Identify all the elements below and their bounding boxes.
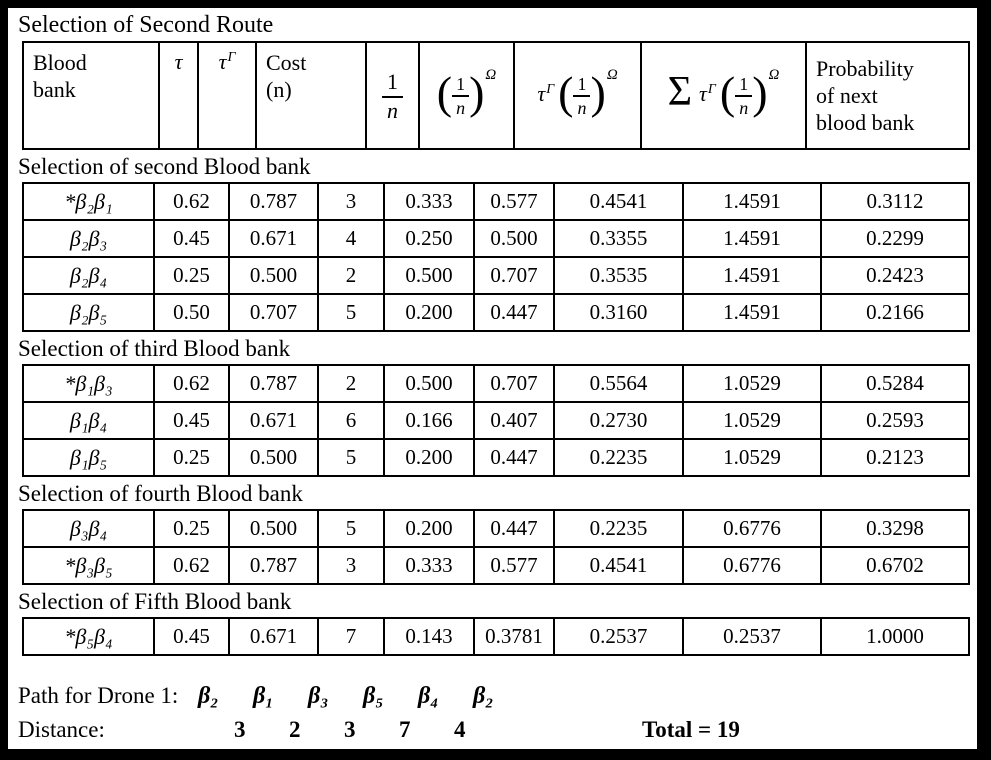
parenthesized-fraction-power-omega [719, 66, 780, 118]
cell-tau-gamma: 0.671 [229, 402, 318, 439]
cell-probability: 0.2123 [821, 439, 969, 476]
fraction-denominator: n [739, 98, 749, 118]
header-line: Blood [33, 50, 87, 75]
table-row [23, 220, 969, 257]
section-table [22, 617, 970, 656]
table-row [23, 183, 969, 220]
cell-tau-gamma: 0.787 [229, 547, 318, 584]
cell-inv-n-omega: 0.447 [474, 294, 554, 331]
parenthesized-fraction-power-omega [558, 66, 618, 118]
cell-tau-gamma: 0.671 [229, 618, 318, 655]
cell-inv-n-omega: 0.707 [474, 365, 554, 402]
route-summary [18, 680, 977, 748]
tau-symbol: τ [174, 49, 183, 74]
cell-tau-gamma-times-inv-n-omega: 0.3535 [554, 257, 683, 294]
distance-value: 4 [454, 717, 466, 742]
col-header-blood-bank [23, 42, 159, 149]
omega-superscript: Ω [485, 66, 497, 83]
cell-inv-n: 0.333 [384, 183, 474, 220]
table-row [23, 439, 969, 476]
table-row [23, 618, 969, 655]
distance-label: Distance: [18, 717, 105, 742]
cell-tau: 0.45 [154, 220, 229, 257]
cell-cost: 5 [318, 439, 384, 476]
cell-tau: 0.45 [154, 402, 229, 439]
cell-cost: 2 [318, 257, 384, 294]
header-row [23, 42, 969, 149]
distance-values [234, 717, 509, 742]
cell-tau-gamma-times-inv-n-omega: 0.5564 [554, 365, 683, 402]
cell-tau: 0.50 [154, 294, 229, 331]
header-line: of next [816, 83, 878, 108]
section-label: Selection of fourth Blood bank [18, 481, 303, 506]
col-header-inv-n [366, 42, 419, 149]
tau-gamma-term [537, 81, 554, 106]
cell-probability: 0.2593 [821, 402, 969, 439]
cell-probability: 0.3112 [821, 183, 969, 220]
parenthesized-fraction-power-omega [436, 66, 497, 118]
figure-title: Selection of Second Route [18, 12, 274, 38]
fraction-denominator: n [577, 98, 587, 118]
header-line: (n) [266, 77, 292, 102]
cell-tau-gamma-times-inv-n-omega: 0.2235 [554, 439, 683, 476]
gamma-superscript: Γ [707, 81, 716, 97]
cell-inv-n-omega: 0.447 [474, 510, 554, 547]
cell-tau-gamma: 0.671 [229, 220, 318, 257]
cell-tau: 0.25 [154, 510, 229, 547]
col-header-cost [256, 42, 366, 149]
cell-blood-bank: β₂β₃ [23, 220, 154, 257]
cell-blood-bank: *β₅β₄ [23, 618, 154, 655]
cell-inv-n: 0.200 [384, 294, 474, 331]
cell-sum: 1.4591 [683, 220, 821, 257]
cell-inv-n-omega: 0.577 [474, 547, 554, 584]
path-node: β₄ [418, 683, 439, 709]
cell-blood-bank: β₂β₄ [23, 257, 154, 294]
path-node: β₃ [308, 683, 329, 709]
cell-sum: 1.4591 [683, 257, 821, 294]
cell-blood-bank: *β₃β₅ [23, 547, 154, 584]
cell-blood-bank: *β₂β₁ [23, 183, 154, 220]
cell-inv-n: 0.200 [384, 439, 474, 476]
header-line: Cost [266, 50, 307, 75]
distance-value: 2 [289, 717, 301, 742]
col-header-inv-n-omega [419, 42, 514, 149]
distance-value: 3 [344, 717, 356, 742]
right-paren: ) [752, 66, 768, 118]
header-line: blood bank [816, 110, 915, 135]
omega-superscript: Ω [768, 66, 780, 83]
cell-tau-gamma: 0.500 [229, 510, 318, 547]
one-over-n-fraction [573, 74, 590, 117]
one-over-n-fraction [382, 70, 403, 122]
cell-blood-bank: *β₁β₃ [23, 365, 154, 402]
cell-sum: 1.0529 [683, 365, 821, 402]
cell-tau-gamma-times-inv-n-omega: 0.3160 [554, 294, 683, 331]
distance-value: 7 [399, 717, 411, 742]
tau-symbol: τ [699, 80, 707, 106]
cell-sum: 0.6776 [683, 510, 821, 547]
fraction-numerator: 1 [735, 74, 752, 97]
cell-cost: 3 [318, 183, 384, 220]
gamma-superscript: Γ [227, 50, 236, 65]
path-node: β₁ [253, 683, 274, 709]
col-header-sum-tau-gamma-inv-n-omega [641, 42, 806, 149]
cell-tau-gamma: 0.500 [229, 439, 318, 476]
col-header-tau-gamma-times-inv-n-omega [514, 42, 641, 149]
cell-tau-gamma: 0.787 [229, 183, 318, 220]
cell-sum: 1.0529 [683, 439, 821, 476]
cell-probability: 0.5284 [821, 365, 969, 402]
cell-inv-n: 0.333 [384, 547, 474, 584]
distance-line [18, 714, 977, 748]
path-sequence [198, 683, 528, 709]
tau-gamma-term [699, 81, 716, 106]
path-node: β₅ [363, 683, 384, 709]
cell-inv-n: 0.200 [384, 510, 474, 547]
section-table [22, 509, 970, 585]
right-paren: ) [590, 66, 606, 118]
cell-probability: 0.6702 [821, 547, 969, 584]
fraction-numerator: 1 [573, 74, 590, 97]
cell-tau-gamma-times-inv-n-omega: 0.2537 [554, 618, 683, 655]
header-line: Probability [816, 56, 914, 81]
table-row [23, 510, 969, 547]
summation-symbol: Σ [667, 68, 693, 115]
cell-probability: 0.3298 [821, 510, 969, 547]
distance-value: 3 [234, 717, 246, 742]
left-paren: ( [719, 66, 736, 118]
right-paren: ) [469, 66, 485, 118]
cell-cost: 2 [318, 365, 384, 402]
table-row [23, 365, 969, 402]
tau-symbol: τ [537, 80, 546, 106]
fraction-numerator: 1 [452, 74, 469, 97]
cell-inv-n: 0.166 [384, 402, 474, 439]
fraction-denominator: n [387, 97, 398, 123]
cell-sum: 1.0529 [683, 402, 821, 439]
cell-probability: 1.0000 [821, 618, 969, 655]
cell-cost: 7 [318, 618, 384, 655]
path-label: Path for Drone 1: [18, 683, 179, 708]
section-label: Selection of Fifth Blood bank [18, 589, 292, 614]
cell-cost: 6 [318, 402, 384, 439]
cell-probability: 0.2299 [821, 220, 969, 257]
cell-probability: 0.2423 [821, 257, 969, 294]
table-row [23, 257, 969, 294]
cell-blood-bank: β₃β₄ [23, 510, 154, 547]
cell-tau-gamma: 0.787 [229, 365, 318, 402]
path-node: β₂ [198, 683, 219, 709]
cell-inv-n-omega: 0.407 [474, 402, 554, 439]
cell-inv-n-omega: 0.577 [474, 183, 554, 220]
col-header-probability [806, 42, 969, 149]
cell-inv-n: 0.500 [384, 365, 474, 402]
fraction-denominator: n [456, 98, 466, 118]
cell-inv-n: 0.500 [384, 257, 474, 294]
sections [8, 154, 977, 656]
table-row [23, 294, 969, 331]
left-paren: ( [436, 66, 453, 118]
cell-tau: 0.45 [154, 618, 229, 655]
cell-sum: 0.6776 [683, 547, 821, 584]
cell-tau: 0.25 [154, 439, 229, 476]
cell-tau-gamma: 0.707 [229, 294, 318, 331]
col-header-tau-gamma [198, 42, 256, 149]
section-table [22, 364, 970, 477]
cell-tau: 0.25 [154, 257, 229, 294]
cell-tau: 0.62 [154, 183, 229, 220]
section-table [22, 182, 970, 332]
cell-blood-bank: β₂β₅ [23, 294, 154, 331]
cell-inv-n: 0.143 [384, 618, 474, 655]
one-over-n-fraction [452, 74, 469, 117]
cell-tau-gamma-times-inv-n-omega: 0.3355 [554, 220, 683, 257]
path-line [18, 680, 977, 714]
cell-tau: 0.62 [154, 547, 229, 584]
cell-cost: 3 [318, 547, 384, 584]
cell-inv-n-omega: 0.500 [474, 220, 554, 257]
cell-tau-gamma-times-inv-n-omega: 0.2235 [554, 510, 683, 547]
cell-sum: 0.2537 [683, 618, 821, 655]
header-line: bank [33, 77, 76, 102]
cell-inv-n: 0.250 [384, 220, 474, 257]
cell-cost: 4 [318, 220, 384, 257]
col-header-tau [159, 42, 198, 149]
cell-sum: 1.4591 [683, 183, 821, 220]
cell-inv-n-omega: 0.3781 [474, 618, 554, 655]
one-over-n-fraction [735, 74, 752, 117]
cell-cost: 5 [318, 294, 384, 331]
cell-tau: 0.62 [154, 365, 229, 402]
cell-tau-gamma-times-inv-n-omega: 0.4541 [554, 547, 683, 584]
cell-tau-gamma: 0.500 [229, 257, 318, 294]
cell-tau-gamma-times-inv-n-omega: 0.2730 [554, 402, 683, 439]
cell-blood-bank: β₁β₄ [23, 402, 154, 439]
path-node: β₂ [473, 683, 494, 709]
table-row [23, 402, 969, 439]
cell-blood-bank: β₁β₅ [23, 439, 154, 476]
cell-inv-n-omega: 0.447 [474, 439, 554, 476]
total-distance: Total = 19 [642, 717, 740, 742]
cell-sum: 1.4591 [683, 294, 821, 331]
section-label: Selection of third Blood bank [18, 336, 291, 361]
fraction-numerator: 1 [382, 70, 403, 98]
table-row [23, 547, 969, 584]
tau-symbol: τ [218, 49, 227, 74]
cell-inv-n-omega: 0.707 [474, 257, 554, 294]
section-label: Selection of second Blood bank [18, 154, 311, 179]
gamma-superscript: Γ [546, 81, 555, 97]
cell-probability: 0.2166 [821, 294, 969, 331]
cell-cost: 5 [318, 510, 384, 547]
left-paren: ( [558, 66, 574, 118]
header-table [22, 41, 970, 150]
omega-superscript: Ω [606, 66, 618, 83]
cell-tau-gamma-times-inv-n-omega: 0.4541 [554, 183, 683, 220]
